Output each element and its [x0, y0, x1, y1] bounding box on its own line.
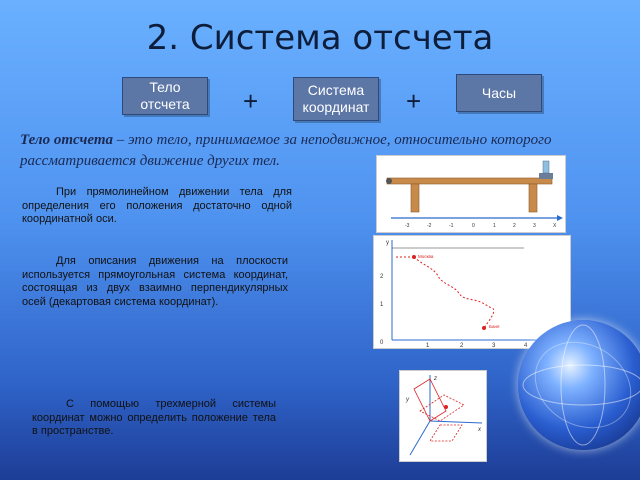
- figure-3d-axes: [399, 370, 487, 462]
- globe-decoration-icon: [518, 320, 640, 450]
- definition-body: – это тело, принимаемое за неподвижное, относительно которого рассматривается движение других тел.: [20, 132, 552, 169]
- plus-sign: +: [243, 86, 259, 116]
- fig1-tick: -3: [405, 223, 410, 229]
- box-clock: [456, 74, 542, 112]
- fig2-start-label: Москва: [418, 254, 434, 259]
- fig2-x-tick: 4: [524, 343, 528, 348]
- fig1-tick: 3: [533, 223, 536, 229]
- definition-term: Тело отсчета: [20, 132, 113, 148]
- figure-1d-axis: [376, 155, 566, 233]
- fig1-tick: -1: [449, 223, 454, 229]
- fig2-x-tick: 1: [426, 343, 430, 348]
- fig1-tick: -2: [427, 223, 432, 229]
- box-clock-label: Часы: [481, 84, 517, 101]
- fig3-y-label: y: [406, 397, 409, 403]
- fig1-tick: 1: [493, 223, 496, 229]
- fig3-z-label: z: [434, 376, 437, 382]
- fig1-tick: X: [553, 223, 557, 229]
- fig2-x-tick: 3: [492, 343, 496, 348]
- paragraph-2d: Для описания движения на плоскости используется прямоугольная система координат, состоящая из двух взаимно перпендикулярных осей (декартовая система координат).: [22, 255, 288, 308]
- box-reference-body: [122, 77, 208, 115]
- fig1-tick: 0: [472, 223, 475, 229]
- fig2-y-tick: 1: [380, 302, 384, 308]
- fig2-y-tick: 2: [380, 274, 384, 280]
- page-title: 2. Система отсчета: [146, 18, 494, 58]
- plus-sign: +: [406, 86, 422, 116]
- fig2-end-label: Баня: [489, 324, 500, 329]
- box-coordinate-system: [293, 77, 379, 121]
- fig1-tick: 2: [513, 223, 516, 229]
- fig2-origin: 0: [380, 340, 384, 346]
- fig2-x-tick: 2: [460, 343, 464, 348]
- paragraph-3d: С помощью трехмерной системы координат можно определить положение тела в пространстве.: [32, 398, 276, 437]
- paragraph-1d: При прямолинейном движении тела для определения его положения достаточно одной координатной оси.: [22, 186, 292, 225]
- fig2-y-label: y: [386, 240, 389, 246]
- box-reference-body-label: Тело отсчета: [140, 79, 190, 112]
- box-coordinate-system-label: Система координат: [302, 82, 370, 115]
- fig3-x-label: x: [478, 427, 481, 433]
